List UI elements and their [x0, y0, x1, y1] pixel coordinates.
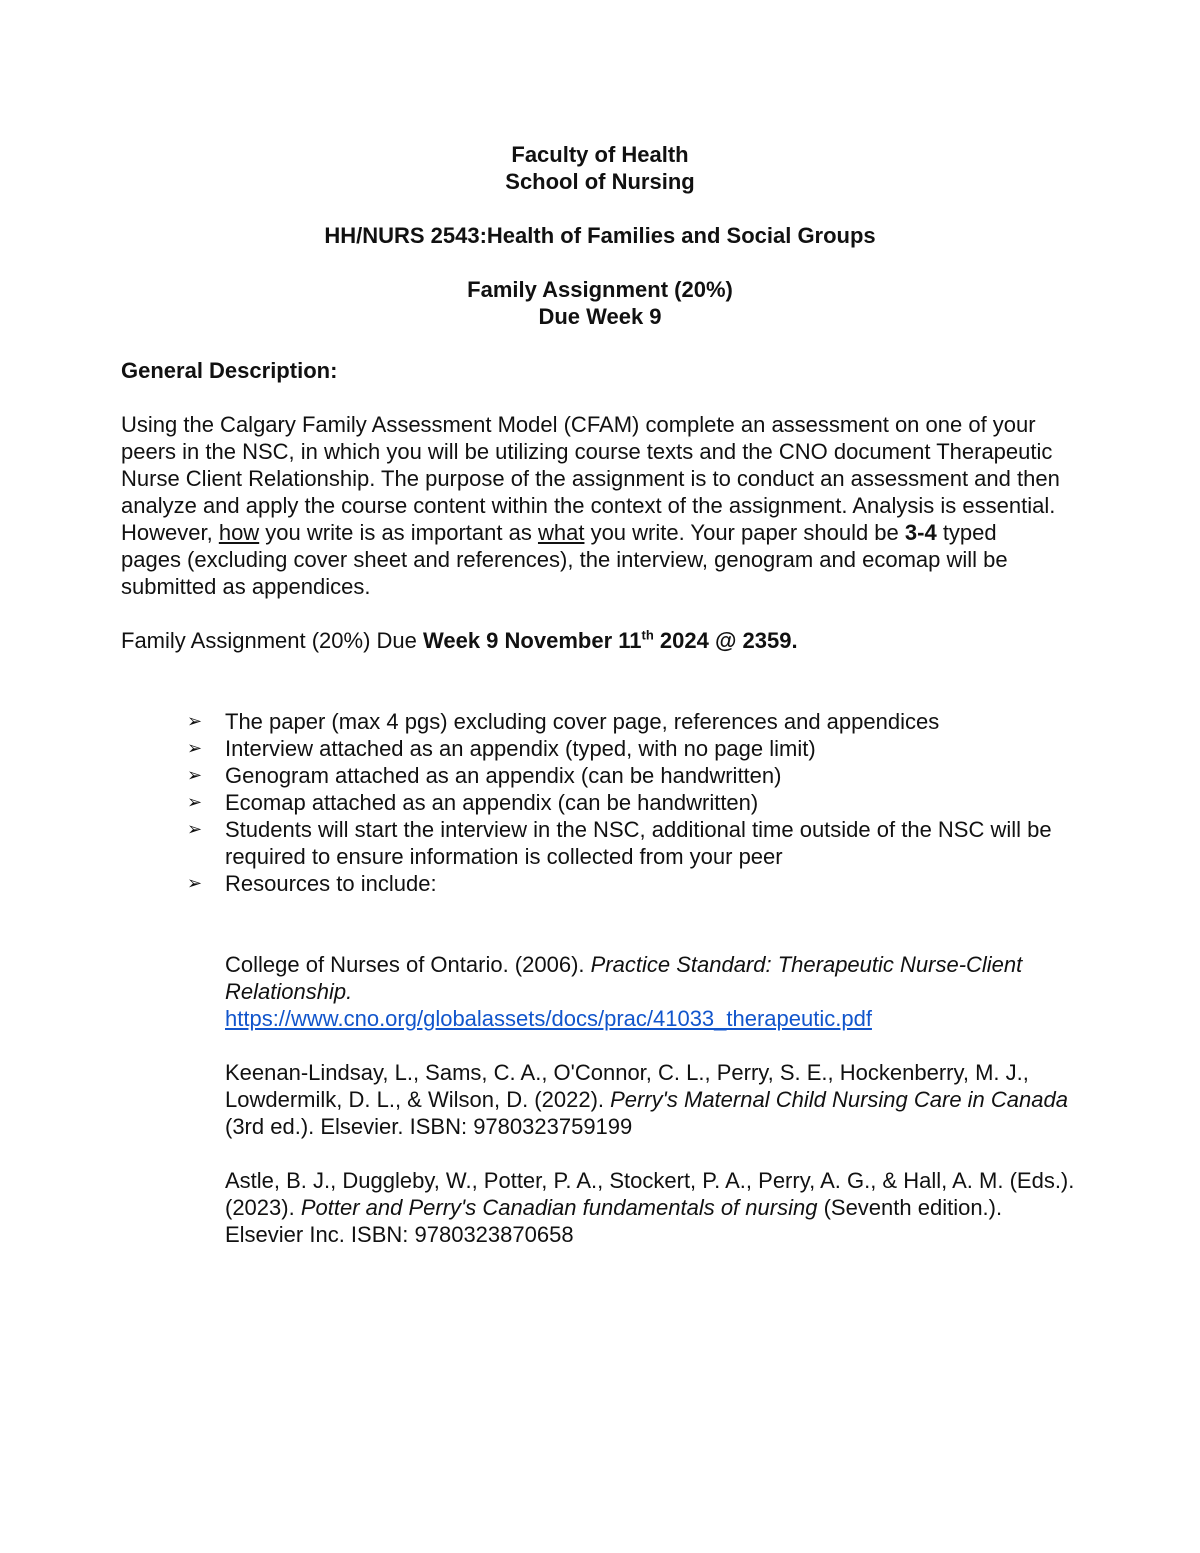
arrow-bullet-icon: ➢ — [187, 819, 203, 839]
reference-keenan-lindsay: Keenan-Lindsay, L., Sams, C. A., O'Connor, C. L., Perry, S. E., Hockenberry, M. J., Lowdermilk, D. L., & Wilson, D. (2022). Perry's Maternal Child Nursing Care in Canada (3rd ed.). Elsevier. ISBN: 9780323759199 — [225, 1060, 1068, 1139]
list-item: ➢ Students will start the interview in the NSC, additional time outside of the NSC will be required to ensure information is collected from your peer — [187, 817, 1052, 869]
how-underlined: how — [218, 520, 260, 545]
requirements-list — [121, 708, 1081, 897]
school-title: School of Nursing — [505, 169, 695, 194]
arrow-bullet-icon: ➢ — [187, 873, 203, 893]
references-list — [225, 951, 1085, 1248]
reference-cno: College of Nurses of Ontario. (2006). Practice Standard: Therapeutic Nurse-Client Relationship. https://www.cno.org/globalassets/docs/prac/41033_therapeutic.pdf — [225, 952, 1023, 1031]
faculty-title: Faculty of Health — [511, 142, 689, 167]
assignment-title: Family Assignment (20%) — [467, 277, 733, 302]
general-description-paragraph: Using the Calgary Family Assessment Model (CFAM) complete an assessment on one of your peers in the NSC, in which you will be utilizing course texts and the CNO document Therapeutic Nurse Client Relationship. The purpose of the assignment is to conduct an assessment and then analyze and apply the course content within the context of the assignment. Analysis is essential. However, how you write is as important as what you write. Your paper should be 3-4 typed pages (excluding cover sheet and references), the interview, genogram and ecomap will be submitted as appendices. — [121, 412, 1060, 599]
arrow-bullet-icon: ➢ — [187, 792, 203, 812]
due-title: Due Week 9 — [538, 304, 662, 329]
document-page — [121, 141, 1081, 1275]
reference-astle: Astle, B. J., Duggleby, W., Potter, P. A., Stockert, P. A., Perry, A. G., & Hall, A. M. (Eds.). (2023). Potter and Perry's Canadian fundamentals of nursing (Seventh edition.). Elsevier Inc. ISBN: 9780323870658 — [225, 1168, 1075, 1247]
page-count: 3-4 — [904, 520, 937, 545]
list-item: ➢ Ecomap attached as an appendix (can be handwritten) — [187, 790, 759, 815]
arrow-bullet-icon: ➢ — [187, 765, 203, 785]
list-item: ➢ The paper (max 4 pgs) excluding cover page, references and appendices — [187, 709, 940, 734]
general-description-heading: General Description: — [121, 358, 338, 383]
arrow-bullet-icon: ➢ — [187, 711, 203, 731]
list-item: ➢ Genogram attached as an appendix (can be handwritten) — [187, 763, 782, 788]
cno-document-link[interactable]: https://www.cno.org/globalassets/docs/prac/41033_therapeutic.pdf — [225, 1006, 872, 1031]
course-title: HH/NURS 2543:Health of Families and Social Groups — [324, 223, 876, 248]
list-item: ➢ Resources to include: — [187, 871, 437, 896]
due-date-line: Family Assignment (20%) Due Week 9 November 11th 2024 @ 2359. — [121, 627, 798, 653]
list-item: ➢ Interview attached as an appendix (typed, with no page limit) — [187, 736, 816, 761]
arrow-bullet-icon: ➢ — [187, 738, 203, 758]
what-underlined: what — [537, 520, 585, 545]
